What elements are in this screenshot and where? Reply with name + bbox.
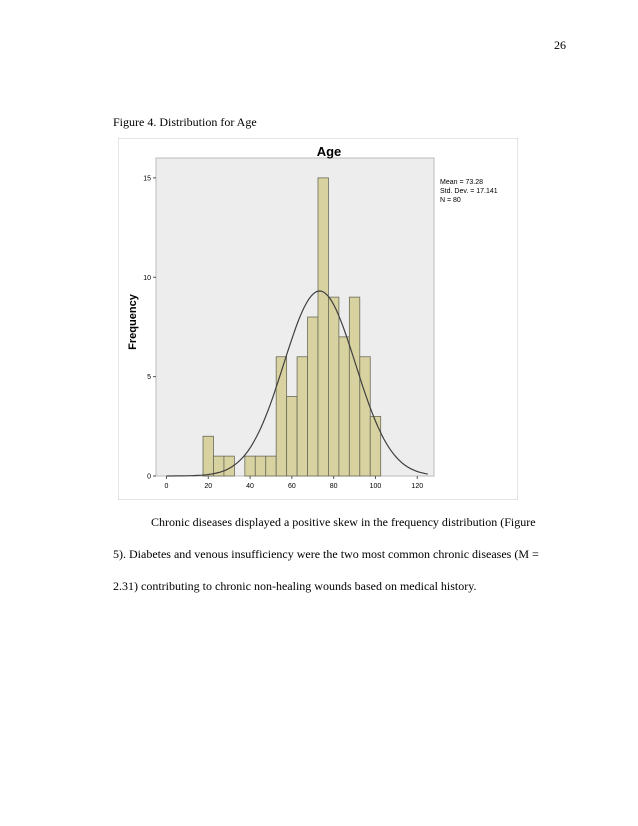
- figure-caption: Figure 4. Distribution for Age: [113, 115, 257, 129]
- body-line-1: Chronic diseases displayed a positive skew in the frequency distribution (Figure: [151, 515, 536, 529]
- age-histogram-chart: [118, 138, 518, 500]
- y-tick-label-15: 15: [143, 175, 151, 183]
- x-tick-label-120: 120: [411, 483, 424, 490]
- histogram-bar-15: [360, 357, 370, 476]
- histogram-bar-7: [276, 357, 286, 476]
- y-tick-label-0: 0: [147, 473, 151, 481]
- y-tick-label-10: 10: [143, 274, 151, 282]
- chart-title: Age: [316, 144, 342, 159]
- y-tick-label-5: 5: [147, 374, 151, 382]
- histogram-bar-1: [203, 436, 213, 476]
- x-tick-label-0: 0: [164, 483, 169, 490]
- histogram-bar-12: [328, 297, 338, 476]
- histogram-bar-4: [245, 456, 255, 476]
- body-line-3: 2.31) contributing to chronic non-healing wounds based on medical history.: [113, 579, 477, 593]
- histogram-bar-6: [266, 456, 276, 476]
- stat-std-dev: Std. Dev. = 17.141: [440, 188, 498, 195]
- histogram-bar-11: [318, 178, 328, 476]
- x-tick-label-80: 80: [329, 483, 338, 490]
- histogram-bar-9: [297, 357, 307, 476]
- stat-mean: Mean = 73.28: [440, 179, 484, 186]
- y-axis-label: Frequency: [127, 294, 139, 350]
- x-tick-label-20: 20: [204, 483, 213, 490]
- histogram-svg: [118, 138, 518, 500]
- body-line-2: 5). Diabetes and venous insufficiency were the two most common chronic diseases (M =: [113, 547, 539, 561]
- histogram-bar-10: [308, 317, 318, 476]
- x-tick-label-100: 100: [369, 483, 382, 490]
- x-tick-label-60: 60: [287, 483, 296, 490]
- histogram-bar-8: [287, 397, 297, 477]
- histogram-bar-16: [370, 416, 380, 476]
- body-paragraph: [113, 506, 573, 602]
- page-number: 26: [554, 38, 566, 52]
- histogram-bar-14: [349, 297, 359, 476]
- x-tick-label-40: 40: [246, 483, 254, 490]
- stat-n: N = 80: [440, 197, 461, 204]
- histogram-bar-13: [339, 337, 349, 476]
- histogram-bar-5: [255, 456, 265, 476]
